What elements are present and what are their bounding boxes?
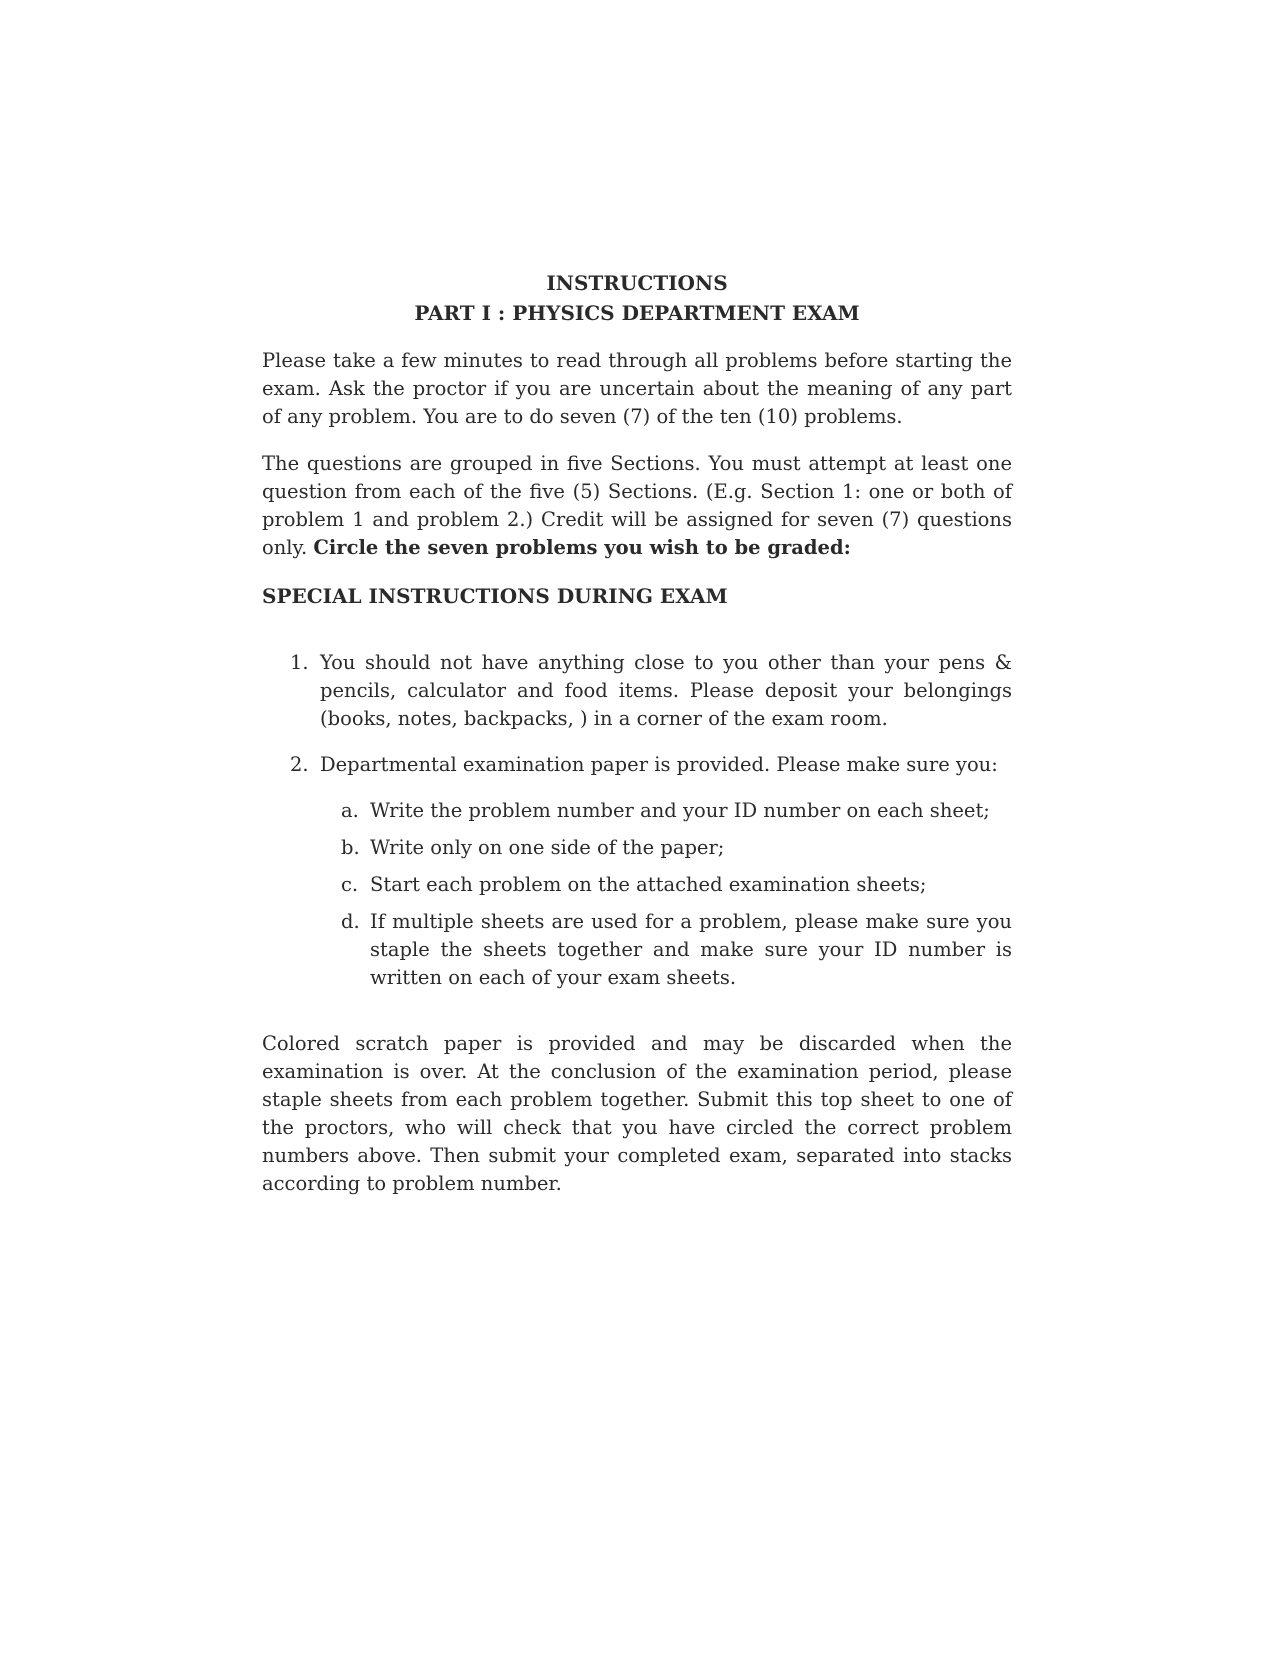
sublist-item-text: Write the problem number and your ID number on each sheet; xyxy=(370,799,990,822)
list-item-number: 2. xyxy=(290,753,309,776)
sublist-item xyxy=(320,908,1012,992)
list-item xyxy=(262,751,1012,992)
sections-paragraph xyxy=(262,450,1012,562)
exam-paper-sublist xyxy=(320,797,1012,992)
sections-paragraph-text: The questions are grouped in five Sections. You must attempt at least one question from each of the five (5) Sections. (E.g. Section 1: one or both of problem 1 and problem 2.) Credit will be assigned for seven (7) questions only. xyxy=(262,452,1012,559)
list-item xyxy=(262,649,1012,733)
sublist-item-letter: c. xyxy=(341,873,359,896)
sublist-item-letter: a. xyxy=(341,799,359,822)
sublist-item-letter: b. xyxy=(341,836,360,859)
closing-paragraph: Colored scratch paper is provided and may be discarded when the examination is over. At the conclusion of the examination period, please staple sheets from each problem together. Submit this top sheet to one of the proctors, who will check that you have circled the correct problem numbers above. Then submit your completed exam, separated into stacks according to problem number. xyxy=(262,1032,1012,1195)
special-instructions-heading: SPECIAL INSTRUCTIONS DURING EXAM xyxy=(262,584,728,608)
list-item-text: Departmental examination paper is provided. Please make sure you: xyxy=(320,753,998,776)
page-subtitle: PART I : PHYSICS DEPARTMENT EXAM xyxy=(414,301,860,325)
sublist-item-text: If multiple sheets are used for a problem, please make sure you staple the sheets together and make sure your ID number is written on each of your exam sheets. xyxy=(370,910,1012,989)
sublist-item xyxy=(320,871,1012,899)
list-item-text: You should not have anything close to you other than your pens & pencils, calculator and food items. Please deposit your belongings (books, notes, backpacks, ) in a corner of the exam room. xyxy=(320,651,1012,730)
list-item-number: 1. xyxy=(290,651,309,674)
sublist-item xyxy=(320,834,1012,862)
sublist-item xyxy=(320,797,1012,825)
sublist-item-text: Start each problem on the attached examination sheets; xyxy=(370,873,927,896)
circle-problems-instruction: Circle the seven problems you wish to be graded: xyxy=(313,536,851,559)
special-instructions-list xyxy=(262,649,1012,992)
page-title: INSTRUCTIONS xyxy=(546,271,728,295)
intro-paragraph: Please take a few minutes to read through all problems before starting the exam. Ask the proctor if you are uncertain about the meaning of any part of any problem. You are to do seven (7) of the ten (10) problems. xyxy=(262,349,1012,428)
exam-instructions-page xyxy=(262,268,1012,1198)
sublist-item-letter: d. xyxy=(341,910,360,933)
sublist-item-text: Write only on one side of the paper; xyxy=(370,836,725,859)
